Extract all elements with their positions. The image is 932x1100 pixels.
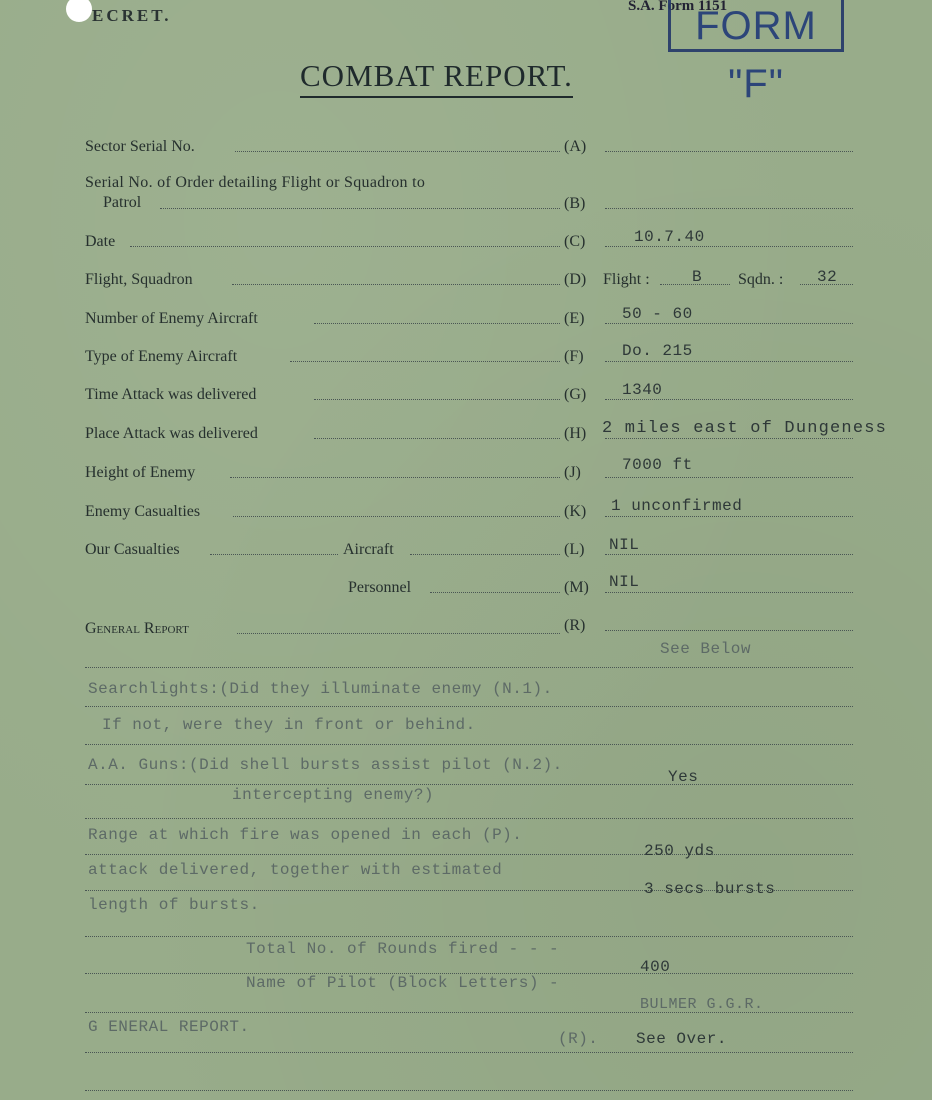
aa-guns-question-2: intercepting enemy?) <box>232 786 435 804</box>
sqdn-value: 32 <box>817 268 838 286</box>
bursts-answer: 3 secs bursts <box>644 880 776 898</box>
field-letter: (F) <box>564 348 584 365</box>
leader-dots <box>430 592 560 593</box>
range-question-3: length of bursts. <box>88 896 260 914</box>
sqdn-label: Sqdn. : <box>738 271 784 288</box>
field-label-general-report: General Report <box>85 620 189 637</box>
flight-value: B <box>692 268 703 286</box>
field-label-sector-serial: Sector Serial No. <box>85 138 195 155</box>
form-f-stamp: FORM "F" <box>668 0 844 52</box>
field-value-personnel-casualties: NIL <box>609 573 640 591</box>
field-letter: (D) <box>564 271 587 288</box>
rule-line <box>85 744 853 745</box>
rule-line <box>85 1090 853 1091</box>
field-label-flight-squadron: Flight, Squadron <box>85 271 193 288</box>
field-value-aircraft-casualties: NIL <box>609 536 640 554</box>
answer-line <box>605 399 853 400</box>
general-report-see-over: See Over. <box>636 1030 727 1048</box>
rule-line <box>85 706 853 707</box>
field-value-date: 10.7.40 <box>634 228 705 246</box>
rounds-answer: 400 <box>640 958 671 976</box>
answer-line <box>605 208 853 209</box>
field-value-time-attack: 1340 <box>622 381 663 399</box>
field-value-number-enemy: 50 - 60 <box>622 305 693 323</box>
rule-line <box>85 936 853 937</box>
field-letter: (A) <box>564 138 587 155</box>
general-report-see-below: See Below <box>660 640 751 658</box>
leader-dots <box>410 554 560 555</box>
aa-guns-answer: Yes <box>668 768 699 786</box>
field-label-height-enemy: Height of Enemy <box>85 464 196 481</box>
field-letter: (E) <box>564 310 585 327</box>
leader-dots <box>290 361 560 362</box>
pilot-answer: BULMER G.G.R. <box>640 996 764 1013</box>
field-letter: (C) <box>564 233 586 250</box>
leader-dots <box>233 516 560 517</box>
field-value-place-attack: 2 miles east of Dungeness <box>602 419 888 438</box>
page-title: COMBAT REPORT. <box>300 58 573 98</box>
field-value-enemy-casualties: 1 unconfirmed <box>611 497 743 515</box>
field-label-aircraft: Aircraft <box>343 541 394 558</box>
answer-line <box>605 246 853 247</box>
field-label-patrol: Patrol <box>103 194 142 211</box>
field-label-enemy-casualties: Enemy Casualties <box>85 503 201 520</box>
aa-guns-question: A.A. Guns:(Did shell bursts assist pilot (N.2). <box>88 756 563 774</box>
leader-dots <box>230 477 560 478</box>
rule-line <box>85 1012 853 1013</box>
field-label-order-serial: Serial No. of Order detailing Flight or Squadron to <box>85 174 426 191</box>
rounds-label: Total No. of Rounds fired - - - <box>246 940 560 958</box>
field-label-time-attack: Time Attack was delivered <box>85 386 257 403</box>
range-question-2: attack delivered, together with estimated <box>88 861 503 879</box>
leader-dots <box>314 323 560 324</box>
field-label-personnel: Personnel <box>348 579 412 596</box>
range-question: Range at which fire was opened in each (P). <box>88 826 523 844</box>
searchlights-question-2: If not, were they in front or behind. <box>102 716 476 734</box>
rule-line <box>85 818 853 819</box>
answer-line <box>605 592 853 593</box>
field-value-height-enemy: 7000 ft <box>622 456 693 474</box>
answer-line <box>605 554 853 555</box>
leader-dots <box>314 399 560 400</box>
field-letter: (G) <box>564 386 587 403</box>
field-letter: (R) <box>564 617 586 634</box>
answer-line <box>605 630 853 631</box>
classification-mark: ECRET. <box>92 6 172 25</box>
general-report-bottom-label: G ENERAL REPORT. <box>88 1018 250 1036</box>
leader-dots <box>235 151 560 152</box>
field-label-number-enemy: Number of Enemy Aircraft <box>85 310 258 327</box>
field-label-place-attack: Place Attack was delivered <box>85 425 258 442</box>
answer-line <box>605 323 853 324</box>
answer-line <box>605 477 853 478</box>
rule-line <box>85 667 853 668</box>
flight-label: Flight : <box>603 271 650 288</box>
rule-line <box>85 854 853 855</box>
leader-dots <box>210 554 338 555</box>
field-label-our-casualties: Our Casualties <box>85 541 180 558</box>
rule-line <box>85 1052 853 1053</box>
form-reference: S.A. Form 1151 <box>628 0 728 14</box>
leader-dots <box>232 284 560 285</box>
field-letter: (K) <box>564 503 587 520</box>
answer-line <box>605 361 853 362</box>
field-value-type-enemy: Do. 215 <box>622 342 693 360</box>
answer-line <box>605 438 853 439</box>
leader-dots <box>314 438 560 439</box>
punch-hole <box>66 0 92 22</box>
field-label-type-enemy: Type of Enemy Aircraft <box>85 348 238 365</box>
leader-dots <box>237 633 560 634</box>
range-answer: 250 yds <box>644 842 715 860</box>
rule-line <box>85 784 853 785</box>
leader-dots <box>130 246 560 247</box>
answer-line <box>605 516 853 517</box>
field-letter: (H) <box>564 425 587 442</box>
field-letter: (J) <box>564 464 581 481</box>
general-report-bottom-letter: (R). <box>558 1030 599 1048</box>
field-letter: (L) <box>564 541 585 558</box>
field-letter: (M) <box>564 579 589 596</box>
field-label-date: Date <box>85 233 116 250</box>
searchlights-question: Searchlights:(Did they illuminate enemy (N.1). <box>88 680 553 698</box>
answer-line <box>605 151 853 152</box>
leader-dots <box>160 208 560 209</box>
pilot-label: Name of Pilot (Block Letters) - <box>246 974 560 992</box>
field-letter: (B) <box>564 195 586 212</box>
